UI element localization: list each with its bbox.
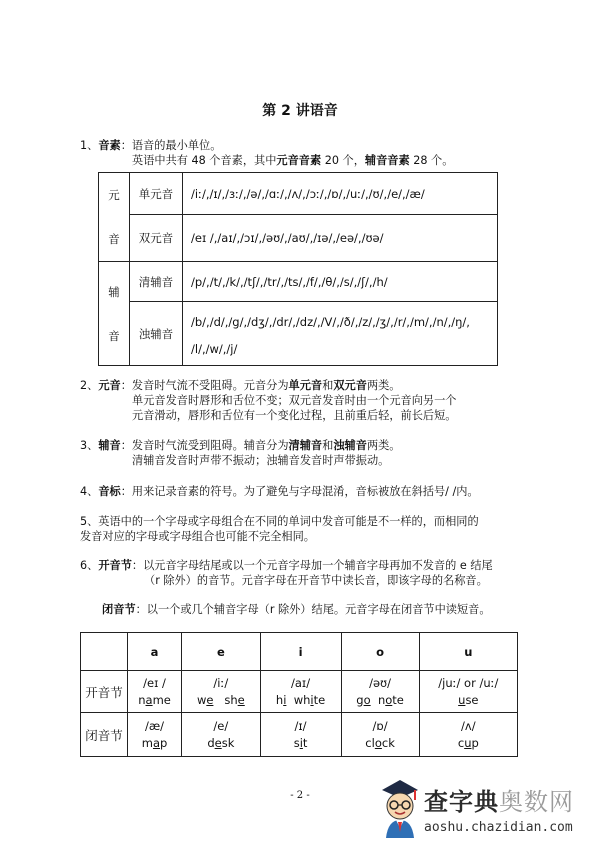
- closed-cell-u: /ʌ/ cup: [419, 713, 517, 757]
- section-phoneme: 1、音素：语音的最小单位。 英语中共有 48 个音素，其中元音音素 20 个，辅音音素 28 个。: [80, 139, 454, 167]
- voiced-label: 浊辅音: [130, 302, 183, 366]
- section-letter-sound: 5、英语中的一个字母或字母组合在不同的单词中发音可能是不一样的，而相同的 发音对应的字母或字母组合也可能不完全相同。: [80, 515, 479, 543]
- closed-cell-o: /ɒ/ clock: [341, 713, 419, 757]
- section-vowel: 2、元音：发音时气流不受阻碍。元音分为单元音和双元音两类。 单元音发音时唇形和舌位不变；双元音发音时由一个元音向另一个 元音滑动，唇形和舌位有一个变化过程，且前重后轻，前长后短。: [80, 379, 457, 422]
- diphthong-label: 双元音: [130, 215, 183, 262]
- voiceless-ipa: /p/,/t/,/k/,/tʃ/,/tr/,/ts/,/f/,/θ/,/s/,/ʃ/,/h/: [183, 262, 498, 302]
- corner-cell: [81, 633, 128, 671]
- open-cell-u: /juː/ or /uː/ use: [419, 671, 517, 713]
- closed-cell-e: /e/ desk: [182, 713, 261, 757]
- section-closed-syllable: 闭音节：以一个或几个辅音字母（r 除外）结尾。元音字母在闭音节中读短音。: [102, 603, 491, 616]
- closed-syllable-label: 闭音节: [81, 713, 128, 757]
- syllable-table: [80, 632, 518, 757]
- term-phoneme: 音素: [98, 139, 121, 152]
- site-name: 查字典奥数网: [424, 788, 574, 816]
- site-watermark: [378, 776, 600, 844]
- mascot-icon: [378, 776, 422, 842]
- monophthong-ipa: /iː/,/ɪ/,/ɜː/,/ə/,/ɑː/,/ʌ/,/ɔː/,/ɒ/,/uː/,/ʊ/,/e/,/æ/: [183, 173, 498, 215]
- open-cell-o: /əʊ/ go note: [341, 671, 419, 713]
- header-a: a: [128, 633, 182, 671]
- page-title: 第 2 讲语音: [262, 103, 338, 119]
- open-cell-a: /eɪ / name: [128, 671, 182, 713]
- open-syllable-label: 开音节: [81, 671, 128, 713]
- header-u: u: [419, 633, 517, 671]
- open-cell-i: /aɪ/ hi white: [260, 671, 341, 713]
- vowel-category-cell: 元 音: [99, 173, 130, 262]
- voiceless-label: 清辅音: [130, 262, 183, 302]
- section-consonant: 3、辅音：发音时气流受到阻碍。辅音分为清辅音和浊辅音两类。 清辅音发音时声带不振动；浊辅音发音时声带振动。: [80, 439, 401, 467]
- section-open-syllable: 6、开音节：以元音字母结尾或以一个元音字母加一个辅音字母再加不发音的 e 结尾 （r 除外）的音节。元音字母在开音节中读长音，即该字母的名称音。: [80, 559, 493, 587]
- open-cell-e: /iː/ we she: [182, 671, 261, 713]
- page-number: - 2 -: [290, 790, 310, 801]
- header-e: e: [182, 633, 261, 671]
- monophthong-label: 单元音: [130, 173, 183, 215]
- consonant-category-cell: 辅 音: [99, 262, 130, 366]
- phoneme-table: [98, 172, 498, 366]
- closed-cell-i: /ɪ/ sit: [260, 713, 341, 757]
- diphthong-ipa: /eɪ /,/aɪ/,/ɔɪ/,/əʊ/,/aʊ/,/ɪə/,/eə/,/ʊə/: [183, 215, 498, 262]
- site-url: aoshu.chazidian.com: [424, 820, 573, 835]
- voiced-ipa: /b/,/d/,/g/,/dʒ/,/dr/,/dz/,/V/,/ð/,/z/,/ʒ/,/r/,/m/,/n/,/ŋ/, /l/,/w/,/j/: [183, 302, 498, 366]
- closed-cell-a: /æ/ map: [128, 713, 182, 757]
- section-phonetic-symbol: 4、音标：用来记录音素的符号。为了避免与字母混淆，音标被放在斜括号/ /内。: [80, 485, 479, 498]
- header-i: i: [260, 633, 341, 671]
- header-o: o: [341, 633, 419, 671]
